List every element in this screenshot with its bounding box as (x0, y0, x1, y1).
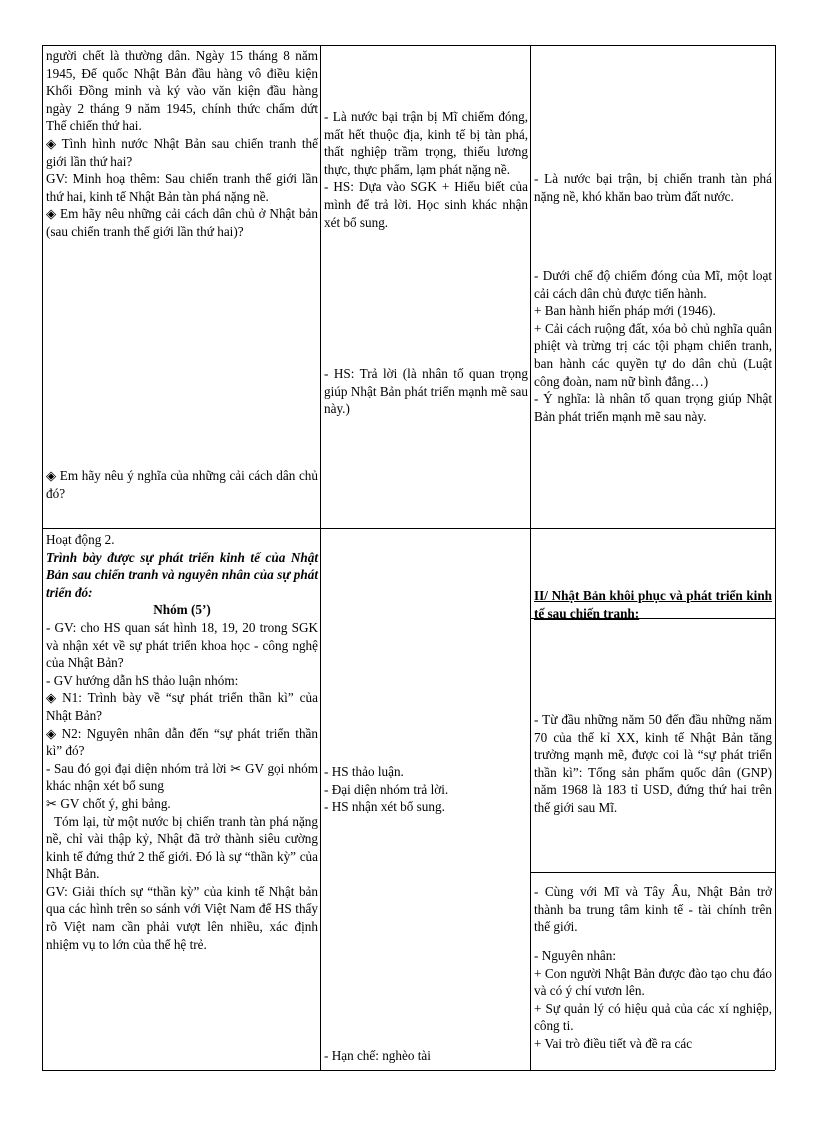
row2-limitation-cell (324, 1047, 528, 1065)
row2-student-activity-cell (324, 763, 528, 816)
row2-col3-divider-2 (530, 872, 775, 873)
text-paragraph: + Cải cách ruộng đất, xóa bỏ chủ nghĩa quân phiệt và trừng trị các tội phạm chiến tranh, ban hành các quyền tự do dân chủ (Luật công đoàn, nam nữ bình đẳng…) (534, 320, 772, 389)
text-paragraph: GV: Giải thích sự “thần kỳ” của kinh tế Nhật bản qua các hình trên so sánh với Việt Nam để HS thấy rõ Việt nam cần phải vượt lên nhiều, xác định nhiệm vụ to lớn của thế hệ trẻ. (46, 883, 318, 952)
row2-centers-cell (534, 883, 772, 936)
text-paragraph: + Sự quản lý có hiệu quả của các xí nghiệp, công ti. (534, 1000, 772, 1034)
row1-student-answer-cell (324, 365, 528, 418)
text-paragraph: - HS: Trả lời (là nhân tố quan trọng giúp Nhật Bản phát triển mạnh mẽ sau này.) (324, 366, 528, 417)
row1-content-cell (534, 170, 772, 205)
text-paragraph: - Là nước bại trận bị Mĩ chiếm đóng, mất hết thuộc địa, kinh tế bị tàn phá, thất nghiệp trầm trọng, thiếu lương thực, thực phẩm, lạm phát nặng nề. (324, 109, 528, 177)
row-divider (42, 528, 775, 529)
row1-teacher-activity-cell (46, 47, 318, 241)
text-paragraph: + Ban hành hiến pháp mới (1946). (534, 303, 716, 319)
row1-significance-question-cell (46, 467, 318, 502)
row2-content-cell (534, 711, 772, 817)
table-border-top (42, 45, 775, 46)
row1-student-activity-cell (324, 108, 528, 231)
table-border-right (775, 45, 776, 1070)
text-paragraph: - Ý nghĩa: là nhân tố quan trọng giúp Nhật Bản phát triển mạnh mẽ sau này. (534, 391, 772, 424)
text-paragraph: người chết là thường dân. Ngày 15 tháng 8 năm 1945, Đế quốc Nhật Bản đầu hàng vô điều kiện Khối Đồng minh và ký vào văn kiện đầu hàng ngày 2 tháng 9 năm 1945, chính thức chấm dứt Thế chiến thứ hai. (46, 48, 318, 134)
text-paragraph: - Cùng với Mĩ và Tây Âu, Nhật Bản trở thành ba trung tâm kinh tế - tài chính trên thế giới. (534, 884, 772, 935)
text-paragraph: - GV: cho HS quan sát hình 18, 19, 20 trong SGK và nhận xét về sự phát triển khoa học - công nghệ của Nhật Bản? (46, 619, 318, 671)
text-paragraph: - Sau đó gọi đại diện nhóm trả lời ✂ GV gọi nhóm khác nhận xét bổ sung (46, 760, 318, 794)
activity-label: Hoạt động 2. (46, 532, 115, 547)
question-paragraph: ◈ N1: Trình bày về “sự phát triển thần kì” của Nhật Bản? (46, 690, 318, 723)
text-paragraph: - Hạn chế: nghèo tài (324, 1048, 431, 1063)
text-paragraph: - Đại diện nhóm trả lời. (324, 781, 449, 797)
question-paragraph: ◈ Em hãy nêu ý nghĩa của những cải cách dân chủ đó? (46, 468, 318, 501)
text-paragraph (46, 813, 318, 883)
section-heading: II/ Nhật Bản khôi phục và phát triển kinh tế sau chiến tranh: (534, 588, 772, 621)
text-paragraph: - HS: Dựa vào SGK + Hiểu biết của mình để trả lời. Học sinh khác nhận xét bổ sung. (324, 179, 528, 230)
table-border-left (42, 45, 43, 1070)
text-paragraph: + Con người Nhật Bản được đào tạo chu đáo và có ý chí vươn lên. (534, 965, 772, 999)
activity-heading: Trình bày được sự phát triển kinh tế của Nhật Bản sau chiến tranh và nguyên nhân của sự phát triển đó: (46, 549, 318, 600)
text-paragraph: - HS thảo luận. (324, 764, 404, 779)
row2-section-heading-cell (534, 587, 772, 622)
lesson-table (42, 45, 775, 1070)
group-label: Nhóm (5’) (153, 602, 211, 618)
row1-reforms-cell (534, 267, 772, 425)
question-paragraph: ◈ Em hãy nêu những cải cách dân chủ ở Nhật bản (sau chiến tranh thế giới lần thứ hai)? (46, 206, 318, 239)
text-paragraph: ✂ GV chốt ý, ghi bảng. (46, 795, 171, 811)
text-paragraph: - HS nhận xét bổ sung. (324, 799, 445, 815)
text-paragraph: - Nguyên nhân: (534, 948, 617, 963)
table-border-bottom (42, 1070, 775, 1071)
question-paragraph: ◈ Tình hình nước Nhật Bản sau chiến tranh thế giới lần thứ hai? (46, 135, 318, 169)
column-divider-2 (530, 45, 531, 1070)
text-paragraph: - Từ đầu những năm 50 đến đầu những năm 70 của thế kỉ XX, kinh tế Nhật Bản tăng trưởng mạnh mẽ, được coi là “sự phát triển thần kì”: Tổng sản phẩm quốc dân (GNP) năm 1968 là 183 tỉ USD, đứng thứ hai trên thế giới sau Mĩ. (534, 712, 772, 815)
text-paragraph: + Vai trò điều tiết và đề ra các (534, 1035, 693, 1051)
text-paragraph: GV: Minh hoạ thêm: Sau chiến tranh thế giới lần thứ hai, kinh tế Nhật Bản tàn phá nặng nề. (46, 171, 318, 204)
text-paragraph: - Là nước bại trận, bị chiến tranh tàn phá nặng nề, khó khăn bao trùm đất nước. (534, 171, 772, 204)
row2-teacher-activity-cell (46, 531, 318, 953)
question-paragraph: ◈ N2: Nguyên nhân dẫn đến “sự phát triển thần kì” đó? (46, 725, 318, 759)
row2-causes-cell (534, 947, 772, 1053)
summary-text: Tóm lại, từ một nước bị chiến tranh tàn phá nặng nề, chỉ vài thập kỷ, Nhật đã trở thành siêu cường kinh tế đứng thứ 2 thế giới. Đó là sự “thần kỳ” của Nhật Bản. (46, 813, 318, 882)
column-divider-1 (320, 45, 321, 1070)
text-paragraph: - Dưới chế độ chiếm đóng của Mĩ, một loạt cải cách dân chủ được tiến hành. (534, 268, 772, 301)
text-paragraph: - GV hướng dẫn hS thảo luận nhóm: (46, 672, 239, 688)
